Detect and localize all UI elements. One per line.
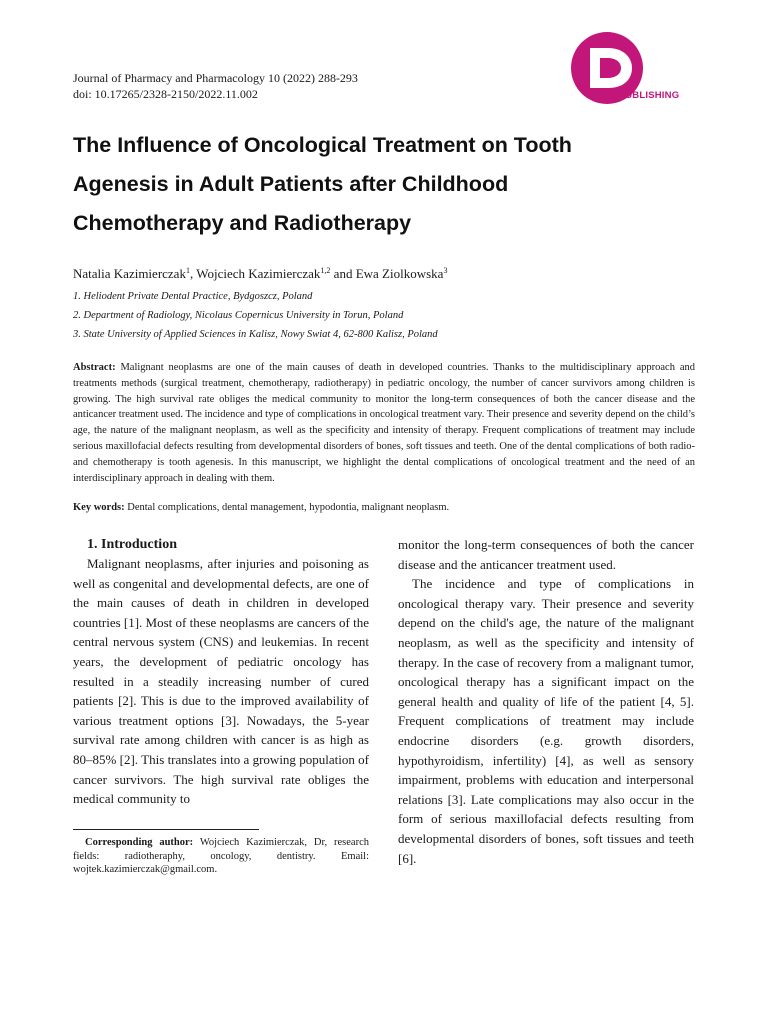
doi-line: doi: 10.17265/2328-2150/2022.11.002 bbox=[73, 87, 258, 101]
footnote-label: Corresponding author: bbox=[85, 837, 194, 848]
affiliation-2: 2. Department of Radiology, Nicolaus Copernicus University in Torun, Poland bbox=[73, 310, 404, 321]
affiliation-3: 3. State University of Applied Sciences in Kalisz, Nowy Swiat 4, 62-800 Kalisz, Poland bbox=[73, 329, 438, 340]
author-affiliation-mark: 1 bbox=[185, 266, 190, 275]
footnote-rule bbox=[73, 829, 259, 830]
abstract-text: Malignant neoplasms are one of the main causes of death in developed countries. Thanks to the multidisciplinary approach and treatments methods (surgical treatment, chemotherapy, radiotherapy) in pediatric oncology, the number of cancer survivors among children is growing. The high survival rate obliges the medical community to monitor the long-term consequences of both the cancer disease and the anticancer treatment used. The incidence and type of complications in oncological treatment vary. Their presence and severity depend on the child’s age, the nature of the malignant neoplasm, as well as the specificity and intensity of therapy. Frequent complications of treatment may include serious maxillofacial defects resulting from developmental disorders of bones, soft tissues and teeth. One of the dental complications of both radio- and chemotherapy is tooth agenesis. In this manuscript, we highlight the dental complications of oncological treatment and the need of an interdisciplinary approach in dealing with them. bbox=[73, 362, 695, 484]
right-column bbox=[398, 535, 694, 868]
corresponding-author-footnote bbox=[73, 836, 369, 877]
author-list bbox=[73, 266, 447, 282]
keywords-text: Dental complications, dental management, hypodontia, malignant neoplasm. bbox=[124, 502, 450, 513]
author-affiliation-mark: 1,2 bbox=[320, 266, 331, 275]
affiliation-1: 1. Heliodent Private Dental Practice, Bydgoszcz, Poland bbox=[73, 291, 313, 302]
footnote-text: Wojciech Kazimierczak, Dr, research fields: radiotheraphy, oncology, dentistry. Email: wojtek.kazimierczak@gmail.com. bbox=[73, 837, 369, 875]
title-line-2: Agenesis in Adult Patients after Childhood bbox=[73, 172, 509, 196]
author-name: and Ewa Ziolkowska bbox=[330, 266, 444, 281]
left-column bbox=[73, 536, 369, 809]
journal-citation: Journal of Pharmacy and Pharmacology 10 (2022) 288-293 bbox=[73, 71, 358, 85]
paper-title bbox=[73, 126, 673, 243]
abstract-label: Abstract: bbox=[73, 362, 116, 373]
author-name: Natalia Kazimierczak bbox=[73, 266, 186, 281]
abstract bbox=[73, 360, 695, 486]
keywords-label: Key words: bbox=[73, 502, 125, 513]
journal-header bbox=[73, 70, 358, 102]
author-name: , Wojciech Kazimierczak bbox=[189, 266, 321, 281]
intro-paragraph-1: Malignant neoplasms, after injuries and poisoning as well as congenital and developmental defects, are one of the main causes of death in children in developed countries [1]. Most of these neoplasms are cancers of the central nervous system (CNS) and leukemias. In recent years, the development of pediatric oncology has resulted in a steadily increasing number of cured patients [2]. This is due to the improved availability of various treatment options [3]. Nowadays, the 5-year survival rate among children with cancer is as high as 80–85% [2]. This translates into a growing population of cancer survivors. The high survival rate obliges the medical community to bbox=[73, 556, 370, 807]
logo-wordmark: DAVID PUBLISHING bbox=[586, 90, 680, 101]
author-affiliation-mark: 3 bbox=[443, 266, 448, 275]
keywords bbox=[73, 502, 695, 513]
intro-paragraph-2: The incidence and type of complications in oncological therapy vary. Their presence and severity depend on the child's age, the nature of the malignant neoplasm, as well as the specificity and intensity of therapy. In the case of recovery from a malignant tumor, oncological therapy has a significant impact on the general health and quality of life of the patient [4, 5]. Frequent complications of treatment may include endocrine disorders (e.g. growth disorders, hypothyroidism, infertility) [4], as well as sensory impairment, problems with education and interpersonal relations [3]. Late complications may also occur in the form of serious maxillofacial defects resulting from developmental disorders of bones, soft tissues and teeth [6]. bbox=[398, 576, 694, 866]
section-heading: 1. Introduction bbox=[87, 537, 177, 552]
title-line-1: The Influence of Oncological Treatment on Tooth bbox=[73, 133, 572, 157]
intro-paragraph-1-continued: monitor the long-term consequences of both the cancer disease and the anticancer treatment used. bbox=[398, 537, 694, 572]
title-line-3: Chemotherapy and Radiotherapy bbox=[73, 211, 412, 235]
